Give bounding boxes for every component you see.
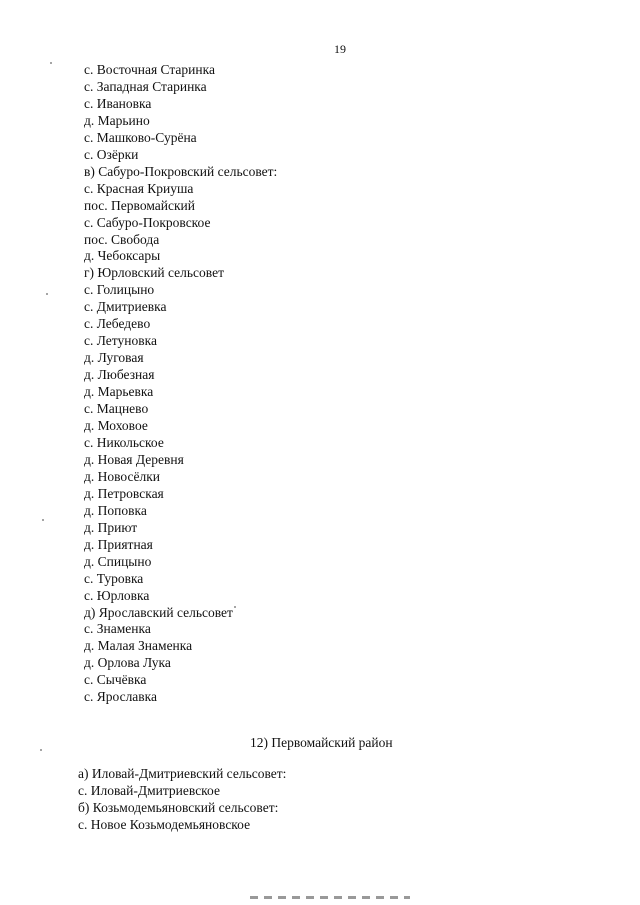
scan-speck (40, 749, 42, 751)
list-item: д. Марьевка (84, 384, 154, 400)
list-item: д. Малая Знаменка (84, 638, 193, 654)
scan-speck (50, 62, 52, 64)
list-item: д. Поповка (84, 502, 147, 518)
list-item: д. Орлова Лука (84, 655, 171, 671)
list-item: с. Западная Старинка (84, 78, 207, 94)
list-item: д. Любезная (84, 367, 155, 383)
settlement-list-second (78, 766, 286, 834)
list-item: с. Сычёвка (84, 672, 147, 688)
list-item: д. Новая Деревня (84, 451, 184, 467)
list-item: с. Красная Криуша (84, 180, 194, 196)
page-number: 19 (334, 42, 346, 56)
list-item: с. Иловай-Дмитриевское (78, 782, 220, 798)
list-item: с. Ярославка (84, 689, 158, 705)
list-item: д. Моховое (84, 418, 148, 434)
list-item: с. Ивановка (84, 95, 152, 111)
section-heading: 12) Первомайский район (250, 735, 393, 750)
list-item: г) Юрловский сельсовет (84, 265, 224, 281)
list-item: с. Знаменка (84, 621, 151, 637)
list-item: пос. Свобода (84, 231, 160, 247)
scan-speck (42, 519, 44, 521)
list-item: с. Новое Козьмодемьяновское (78, 816, 251, 832)
scan-speck (234, 606, 236, 608)
list-item: д. Приятная (84, 536, 153, 552)
list-item: д. Чебоксары (84, 248, 161, 264)
list-item: с. Сабуро-Покровское (84, 214, 211, 230)
list-item: с. Дмитриевка (84, 299, 167, 315)
list-item: д. Приют (84, 519, 138, 535)
settlement-list (84, 62, 277, 706)
list-item: с. Летуновка (84, 333, 157, 349)
list-item: с. Туровка (84, 570, 144, 586)
list-item: д. Спицыно (84, 553, 152, 569)
list-item: с. Озёрки (84, 146, 139, 162)
scan-edge-artifact (250, 896, 410, 899)
list-item: с. Машково-Сурёна (84, 129, 197, 145)
list-item: с. Восточная Старинка (84, 62, 215, 77)
list-item: д. Петровская (84, 485, 164, 501)
list-item: б) Козьмодемьяновский сельсовет: (78, 799, 279, 815)
list-item: д) Ярославский сельсовет (84, 604, 233, 620)
list-item: с. Юрловка (84, 587, 150, 603)
list-item: д. Новосёлки (84, 468, 160, 484)
list-item: в) Сабуро-Покровский сельсовет: (84, 163, 278, 179)
list-item: с. Голицыно (84, 282, 155, 298)
list-item: д. Луговая (84, 350, 144, 366)
list-item: с. Лебедево (84, 316, 151, 332)
scan-speck (46, 293, 48, 295)
list-item: а) Иловай-Дмитриевский сельсовет: (78, 766, 287, 781)
list-item: д. Марьино (84, 112, 150, 128)
list-item: пос. Первомайский (84, 197, 195, 213)
list-item: с. Никольское (84, 434, 164, 450)
list-item: с. Мацнево (84, 401, 149, 417)
